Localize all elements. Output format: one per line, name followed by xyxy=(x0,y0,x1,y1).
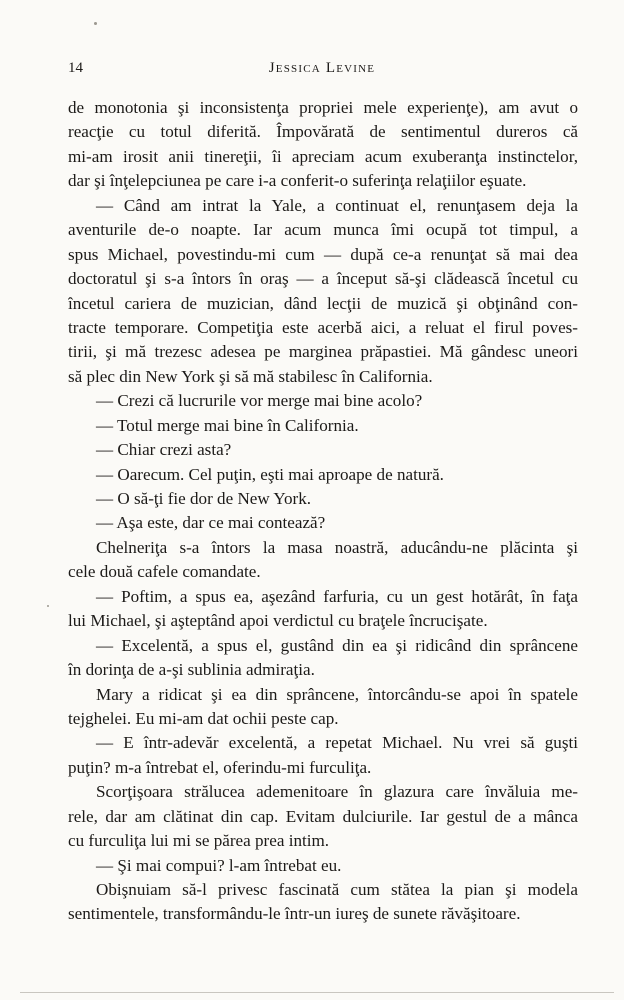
text-line: — E într-adevăr excelentă, a repetat Michael. Nu vrei să guşti xyxy=(96,733,578,753)
text-line: — Aşa este, dar ce mai contează? xyxy=(96,513,326,533)
text-line: aventurile de-o noapte. Iar acum munca îmi ocupă tot timpul, a xyxy=(68,220,578,240)
text-line: în dorinţa de a-şi sublinia admiraţia. xyxy=(68,660,315,680)
text-line: să plec din New York şi să mă stabilesc în California. xyxy=(68,366,433,386)
paper-speck xyxy=(94,22,97,25)
text-line: — Crezi că lucrurile vor merge mai bine acolo? xyxy=(96,391,423,411)
text-line: — Şi mai compui? l-am întrebat eu. xyxy=(96,855,342,875)
text-line: cele două cafele comandate. xyxy=(68,562,261,582)
text-line: tejghelei. Eu mi-am dat ochii peste cap. xyxy=(68,708,339,728)
running-head: Jessica Levine xyxy=(268,60,376,76)
text-line: — Când am intrat la Yale, a continuat el, renunţasem deja la xyxy=(96,195,578,215)
text-line: — Oarecum. Cel puţin, eşti mai aproape de natură. xyxy=(96,464,444,484)
text-line: Chelneriţa s-a întors la masa noastră, aducându-ne plăcinta şi xyxy=(96,537,578,557)
paper-speck xyxy=(47,605,49,607)
text-line: mi-am irosit anii tinereţii, îi apreciam acum exuberanţa instinctelor, xyxy=(68,146,578,166)
text-line: spus Michael, povestindu-mi cum — după ce-a renunţat să mai dea xyxy=(68,244,578,264)
text-line: rele, dar am clătinat din cap. Evitam dulciurile. Iar gestul de a mânca xyxy=(68,806,578,826)
text-line: tirii, şi mă trezesc adesea pe marginea prăpastiei. Mă gândesc uneori xyxy=(68,342,578,362)
text-line: doctoratul şi s-a întors în oraş — a început să-şi clădească încetul cu xyxy=(68,269,578,289)
text-line: reacţie cu totul diferită. Împovărată de sentimentul dureros că xyxy=(68,122,578,142)
text-line: cu furculiţa lui mi se părea prea intim. xyxy=(68,831,330,851)
text-line: puţin? m-a întrebat el, oferindu-mi furculiţa. xyxy=(68,757,372,777)
page-header xyxy=(68,60,576,84)
text-line: — O să-ţi fie dor de New York. xyxy=(96,489,312,508)
text-line: dar şi înţelepciunea pe care i-a conferit-o suferinţa relaţiilor eşuate. xyxy=(68,171,527,191)
text-line: — Totul merge mai bine în California. xyxy=(96,415,359,435)
text-line: încetul cariera de muzician, dând lecţii de muzică şi obţinând con- xyxy=(68,293,578,313)
text-line: sentimentele, transformându-le într-un iureş de sunete răvăşitoare. xyxy=(68,904,521,924)
text-line: — Chiar crezi asta? xyxy=(96,440,232,460)
text-line: Mary a ridicat şi ea din sprâncene, întorcându-se apoi în spatele xyxy=(96,684,578,704)
body-text xyxy=(68,96,578,927)
page-number: 14 xyxy=(68,60,83,76)
text-line: lui Michael, şi aşteptând apoi verdictul cu braţele încrucişate. xyxy=(68,611,488,631)
text-line: tracte temporare. Competiţia este acerbă aici, a reluat el firul poves- xyxy=(68,317,578,337)
text-line: de monotonia şi inconsistenţa propriei mele experienţe), am avut o xyxy=(68,98,578,117)
text-line: Obişnuiam să-l privesc fascinată cum stătea la pian şi modela xyxy=(96,880,578,899)
text-line: — Poftim, a spus ea, aşezând farfuria, cu un gest hotărât, în faţa xyxy=(96,586,578,606)
scan-edge-line xyxy=(20,992,614,993)
text-line: Scorţişoara strălucea ademenitoare în glazura care învăluia me- xyxy=(96,782,578,802)
text-line: — Excelentă, a spus el, gustând din ea şi ridicând din sprâncene xyxy=(96,635,578,655)
